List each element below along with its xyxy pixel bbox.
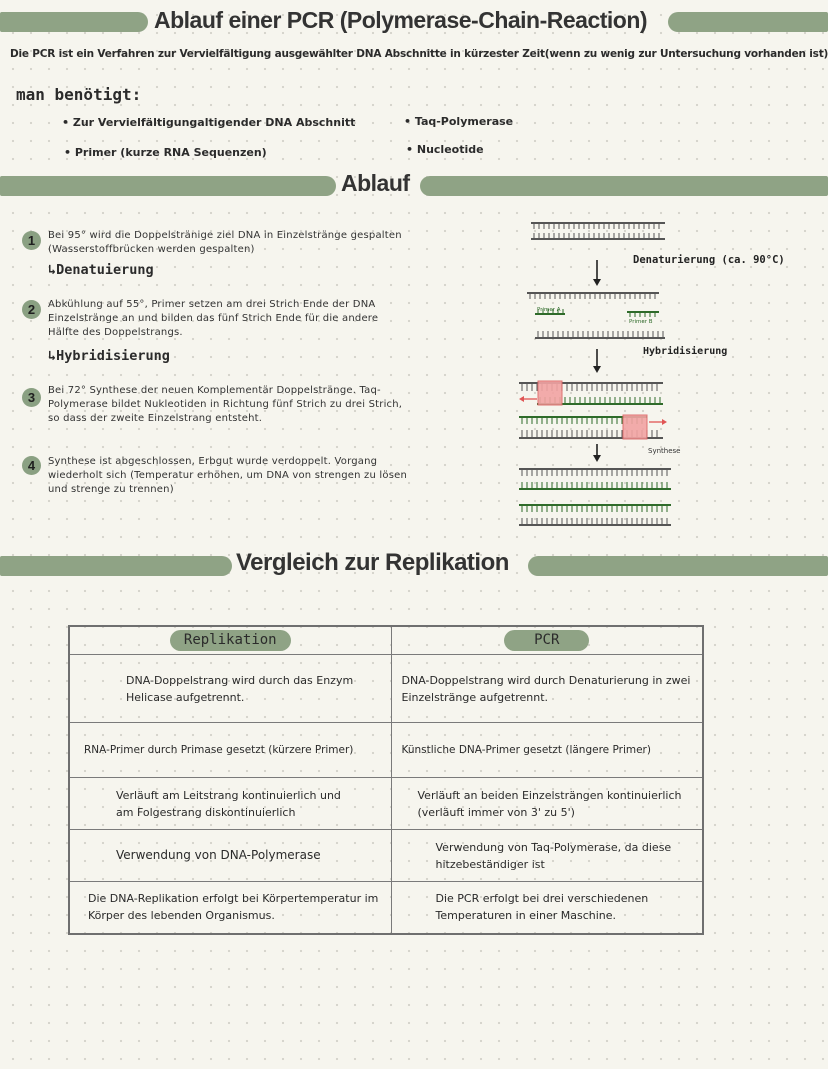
table-header-row bbox=[69, 626, 703, 655]
table-row bbox=[69, 830, 703, 882]
primer-a-label: Primer A bbox=[537, 307, 561, 313]
needs-heading: man benötigt: bbox=[16, 85, 142, 104]
synthesis-arrow-2-head bbox=[662, 419, 667, 425]
table-row bbox=[69, 655, 703, 723]
ablauf-band-left bbox=[0, 176, 336, 196]
table-cell: Verwendung von Taq-Polymerase, da diese hitzebeständiger ist bbox=[391, 830, 703, 882]
needs-item-nucleotide: • Nucleotide bbox=[406, 143, 484, 156]
header-replikation bbox=[69, 626, 391, 655]
synthesis-arrow-1-head bbox=[519, 396, 524, 402]
header-replikation-label: Replikation bbox=[170, 630, 291, 651]
table-cell: Verwendung von DNA-Polymerase bbox=[69, 830, 391, 882]
step-number-3: 3 bbox=[22, 388, 41, 407]
polymerase-1 bbox=[538, 381, 562, 405]
arrow-1-head bbox=[593, 279, 601, 286]
title-band-left bbox=[0, 12, 148, 32]
table-cell: Verläuft am Leitstrang kontinuierlich und am Folgestrang diskontinuierlich bbox=[69, 778, 391, 830]
ablauf-band-right bbox=[420, 176, 828, 196]
step-2-result: ↳Hybridisierung bbox=[48, 348, 170, 364]
table-row bbox=[69, 882, 703, 934]
comparison-table bbox=[68, 625, 704, 935]
header-pcr bbox=[391, 626, 703, 655]
diagram-double-strand bbox=[531, 223, 665, 239]
diagram-label-hybridisierung: Hybridisierung bbox=[643, 346, 728, 357]
table-cell: RNA-Primer durch Primase gesetzt (kürzere Primer) bbox=[69, 723, 391, 778]
arrow-3-head bbox=[593, 455, 601, 462]
ablauf-title: Ablauf bbox=[341, 170, 410, 196]
vergleich-title: Vergleich zur Replikation bbox=[236, 549, 509, 576]
step-1-result: ↳Denatuierung bbox=[48, 262, 154, 278]
table-cell: Die DNA-Replikation erfolgt bei Körpertemperatur im Körper des lebenden Organismus. bbox=[69, 882, 391, 934]
pcr-diagram bbox=[515, 215, 815, 533]
title-band-right bbox=[668, 12, 828, 32]
diagram-label-denaturierung: Denaturierung (ca. 90°C) bbox=[633, 254, 785, 266]
table-cell: DNA-Doppelstrang wird durch Denaturierung in zwei Einzelstränge aufgetrennt. bbox=[391, 655, 703, 723]
diagram-result-strands bbox=[519, 469, 671, 525]
primer-b-label: Primer B bbox=[629, 319, 653, 325]
diagram-hybridisation bbox=[527, 293, 665, 338]
table-cell: Künstliche DNA-Primer gesetzt (längere Primer) bbox=[391, 723, 703, 778]
arrow-2-head bbox=[593, 366, 601, 373]
needs-item-primer: • Primer (kurze RNA Sequenzen) bbox=[64, 146, 267, 159]
step-1-text: Bei 95° wird die Doppelstränige ziel DNA in Einzelstränge gespalten (Wasserstoffbrücken werden gespalten) bbox=[48, 230, 402, 255]
step-number-2: 2 bbox=[22, 300, 41, 319]
step-number-4: 4 bbox=[22, 456, 41, 475]
polymerase-2 bbox=[623, 415, 647, 439]
step-3-text: Bei 72° Synthese der neuen Komplementär Doppelstränge. Taq-Polymerase bildet Nukleotiden in Richtung fünf Strich zu drei Strich, so dass der zweite Einzelstrang entsteht. bbox=[48, 385, 403, 424]
table-row bbox=[69, 723, 703, 778]
step-number-1: 1 bbox=[22, 231, 41, 250]
step-4-text: Synthese ist abgeschlossen, Erbgut wurde verdoppelt. Vorgang wiederholt sich (Temperatur erhöhen, um DNA von strengen zu lösen und strenge zu trennen) bbox=[48, 456, 408, 495]
page-title: Ablauf einer PCR (Polymerase-Chain-Reaction) bbox=[154, 7, 648, 33]
vergleich-band-right bbox=[528, 556, 828, 576]
table-row bbox=[69, 778, 703, 830]
intro-text: Die PCR ist ein Verfahren zur Vervielfältigung ausgewählter DNA Abschnitte in kürzester Zeit(wenn zu wenig zur Untersuchung vorhanden ist) bbox=[10, 48, 828, 60]
table-cell: Die PCR erfolgt bei drei verschiedenen Temperaturen in einer Maschine. bbox=[391, 882, 703, 934]
table-cell: DNA-Doppelstrang wird durch das Enzym Helicase aufgetrennt. bbox=[69, 655, 391, 723]
table-cell: Verläuft an beiden Einzelsträngen kontinuierlich (verläuft immer von 3' zu 5') bbox=[391, 778, 703, 830]
diagram-label-synthese: Synthese bbox=[648, 447, 681, 455]
header-pcr-label: PCR bbox=[504, 630, 589, 651]
needs-item-taq: • Taq-Polymerase bbox=[404, 115, 514, 128]
needs-item-dna: • Zur Vervielfältigungaltigender DNA Abschnitt bbox=[62, 116, 356, 129]
vergleich-band-left bbox=[0, 556, 232, 576]
step-2-text: Abkühlung auf 55°, Primer setzen am drei Strich Ende der DNA Einzelstränge an und bilden das fünf Strich Ende für die andere Hälfte des Doppelstrangs. bbox=[48, 299, 379, 338]
